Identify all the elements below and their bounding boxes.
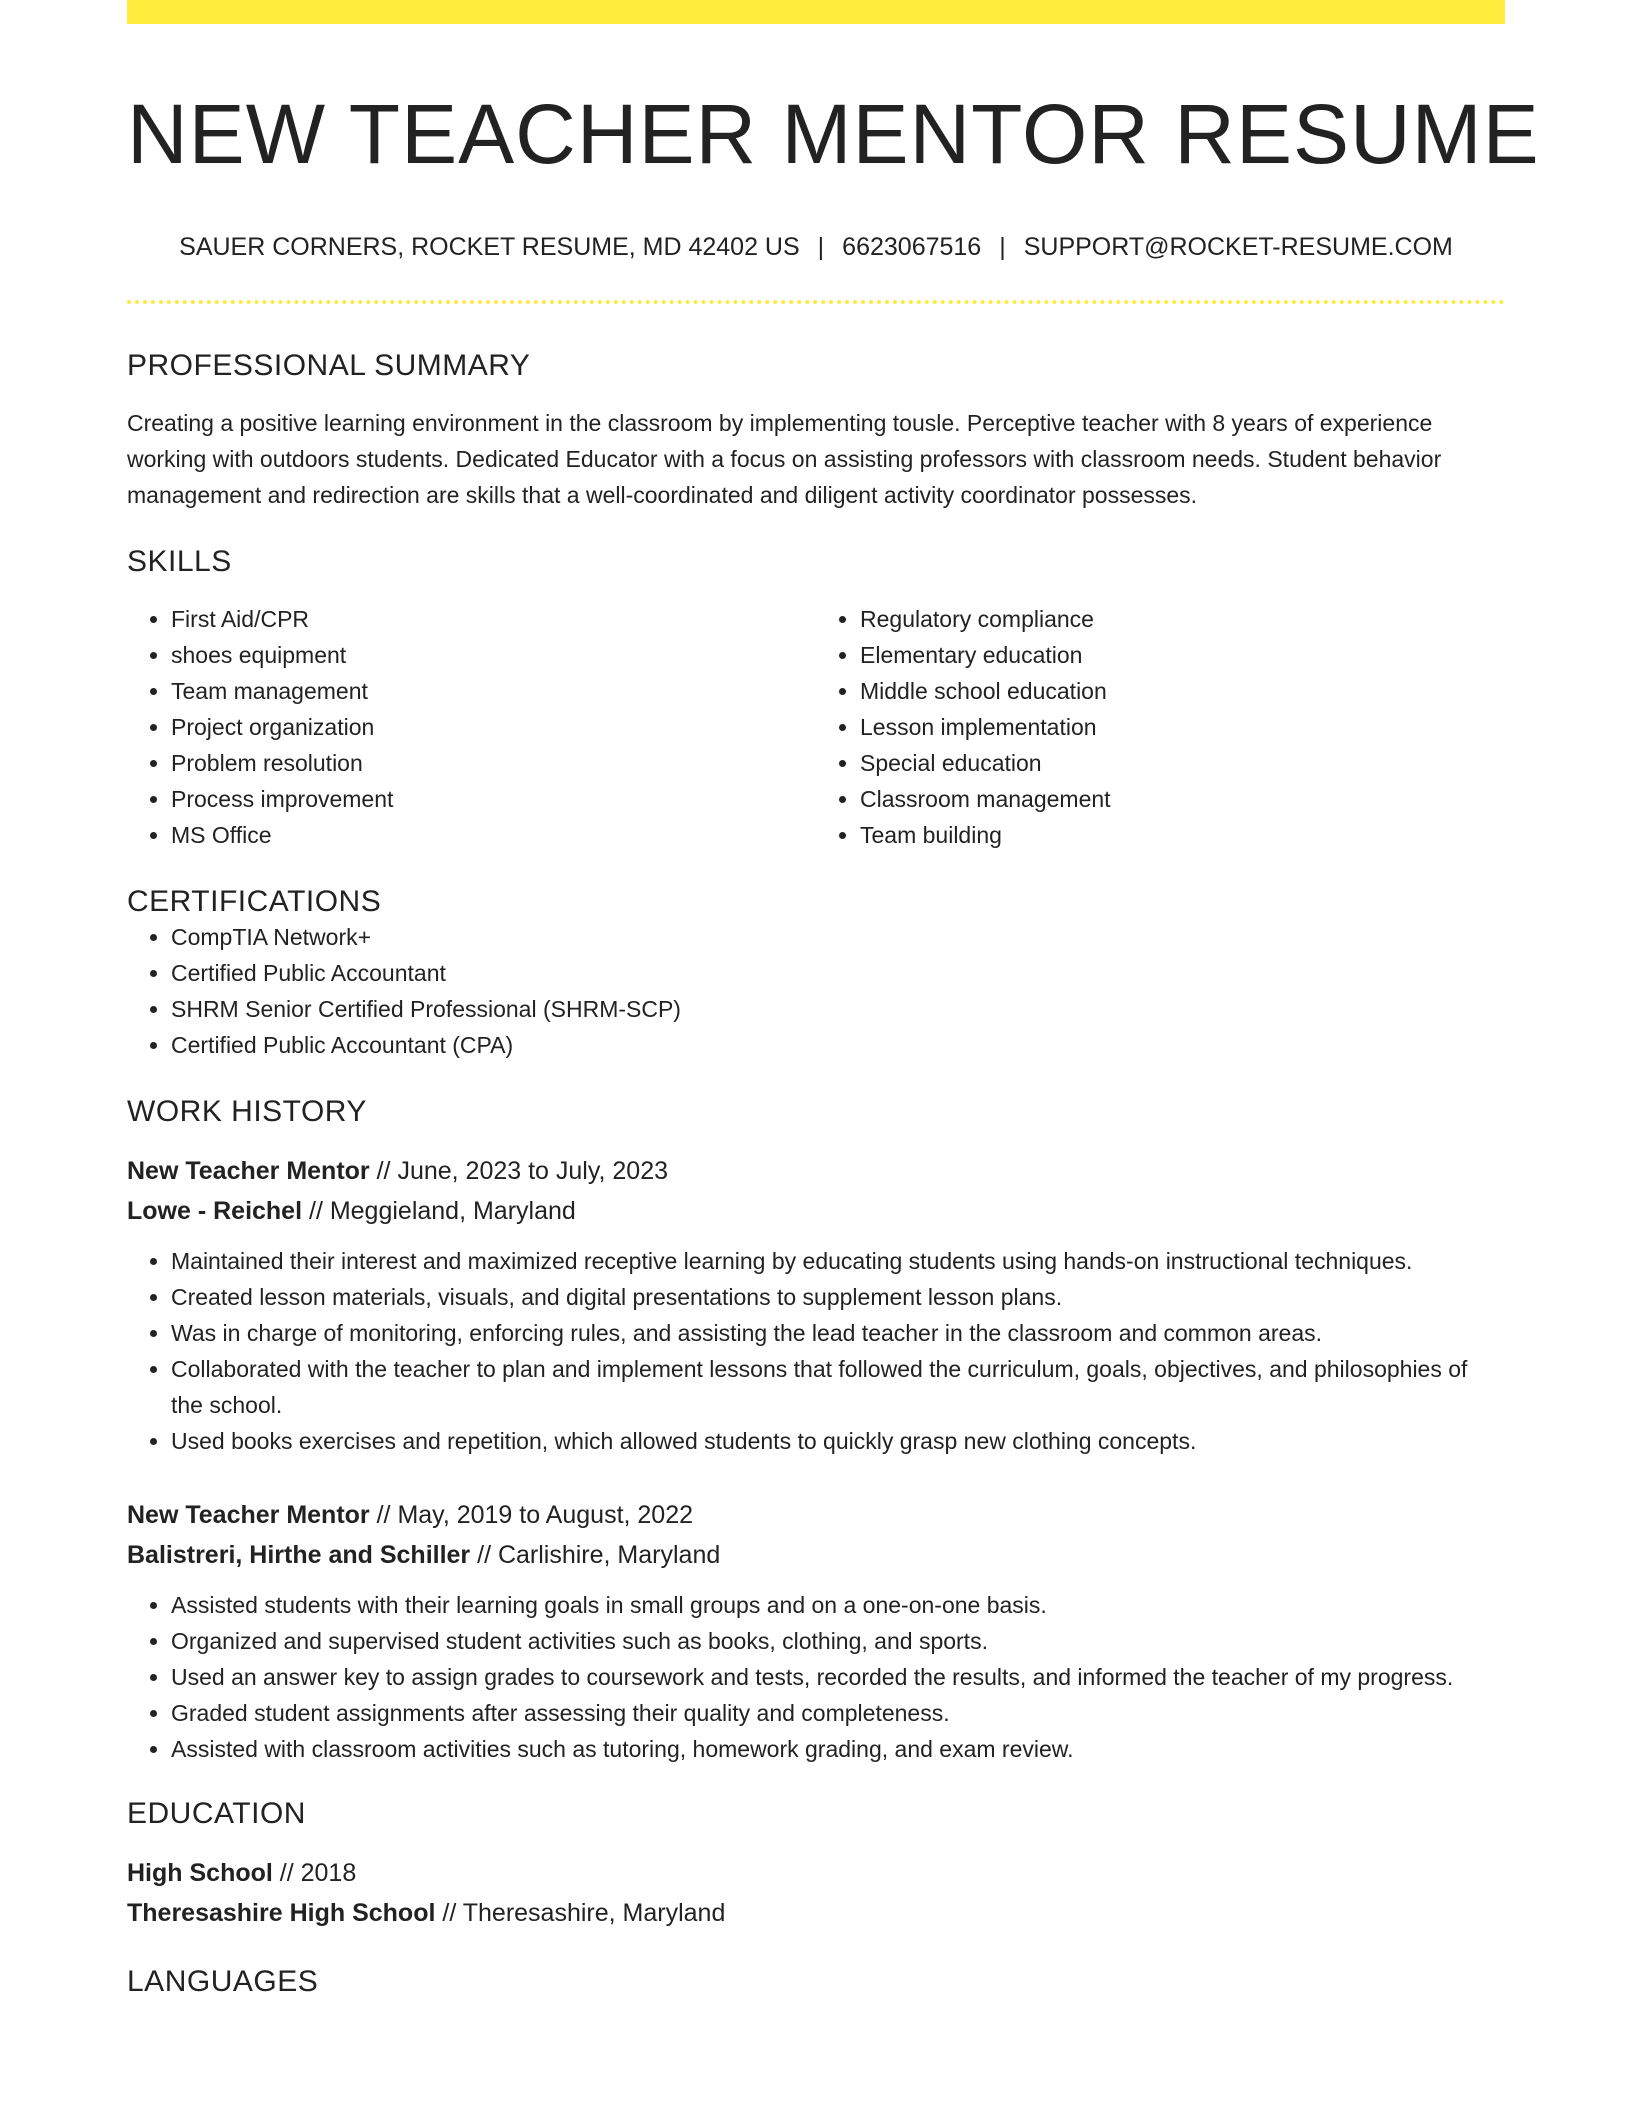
education-school-line bbox=[127, 1893, 1505, 1933]
job-company: Lowe - Reichel bbox=[127, 1196, 303, 1225]
skill-item: • shoes equipment bbox=[171, 637, 816, 673]
job-role-line bbox=[127, 1495, 1505, 1535]
job-duty: • Maintained their interest and maximized receptive learning by educating students using hands-on instructional techniques. bbox=[171, 1243, 1505, 1279]
skill-item: • Problem resolution bbox=[171, 745, 816, 781]
job-company-line bbox=[127, 1191, 1505, 1231]
certifications-heading: CERTIFICATIONS bbox=[127, 884, 382, 918]
resume-page bbox=[127, 0, 1540, 1999]
certification-item: • Certified Public Accountant bbox=[171, 955, 1505, 991]
skills-columns bbox=[127, 601, 1505, 853]
job-duty: • Collaborated with the teacher to plan and implement lessons that followed the curriculum, goals, objectives, and philosophies of the school. bbox=[171, 1351, 1505, 1423]
certification-item: • Certified Public Accountant (CPA) bbox=[171, 1027, 1505, 1063]
skill-item: • Lesson implementation bbox=[860, 709, 1505, 745]
skill-item: • Classroom management bbox=[860, 781, 1505, 817]
job-duty: • Created lesson materials, visuals, and digital presentations to supplement lesson plans. bbox=[171, 1279, 1505, 1315]
education-year: // 2018 bbox=[272, 1858, 357, 1887]
top-accent-bar bbox=[127, 0, 1505, 24]
job-entry bbox=[127, 1495, 1505, 1767]
job-company: Balistreri, Hirthe and Schiller bbox=[127, 1540, 471, 1569]
skill-item: • Elementary education bbox=[860, 637, 1505, 673]
certification-item: • CompTIA Network+ bbox=[171, 919, 1505, 955]
job-duties-list bbox=[127, 1243, 1505, 1459]
job-duties-list bbox=[127, 1587, 1505, 1767]
skill-item: • MS Office bbox=[171, 817, 816, 853]
job-dates: // May, 2019 to August, 2022 bbox=[369, 1500, 694, 1529]
job-duty: • Was in charge of monitoring, enforcing rules, and assisting the lead teacher in the classroom and common areas. bbox=[171, 1315, 1505, 1351]
contact-separator: | bbox=[817, 232, 825, 261]
education-heading: EDUCATION bbox=[127, 1796, 306, 1830]
skill-item: • Project organization bbox=[171, 709, 816, 745]
certifications-list bbox=[127, 919, 1505, 1063]
education-entry bbox=[127, 1853, 1505, 1933]
job-duty: • Used an answer key to assign grades to coursework and tests, recorded the results, and informed the teacher of my progress. bbox=[171, 1659, 1505, 1695]
contact-line bbox=[127, 233, 1505, 262]
contact-address: SAUER CORNERS, ROCKET RESUME, MD 42402 US bbox=[179, 232, 800, 261]
education-degree: High School bbox=[127, 1858, 273, 1887]
job-dates: // June, 2023 to July, 2023 bbox=[369, 1156, 669, 1185]
job-duty: • Assisted students with their learning goals in small groups and on a one-on-one basis. bbox=[171, 1587, 1505, 1623]
job-role-line bbox=[127, 1151, 1505, 1191]
languages-heading: LANGUAGES bbox=[127, 1964, 319, 1998]
skill-item: • First Aid/CPR bbox=[171, 601, 816, 637]
summary-text: Creating a positive learning environment in the classroom by implementing tousle. Perceptive teacher with 8 years of experience working with outdoors students. Dedicated Educator with a focus on assisting professors with classroom needs. Student behavior management and redirection are skills that a well-coordinated and diligent activity coordinator possesses. bbox=[127, 409, 1442, 508]
skills-right-list bbox=[816, 601, 1505, 853]
certification-item: • SHRM Senior Certified Professional (SHRM-SCP) bbox=[171, 991, 1505, 1027]
job-role: New Teacher Mentor bbox=[127, 1156, 370, 1185]
header-divider bbox=[127, 300, 1505, 304]
job-role: New Teacher Mentor bbox=[127, 1500, 370, 1529]
skills-left-list bbox=[127, 601, 816, 853]
skills-heading: SKILLS bbox=[127, 544, 232, 578]
skill-item: • Special education bbox=[860, 745, 1505, 781]
resume-title: NEW TEACHER MENTOR RESUME bbox=[127, 87, 1540, 181]
contact-email: SUPPORT@ROCKET-RESUME.COM bbox=[1023, 232, 1453, 261]
skill-item: • Team building bbox=[860, 817, 1505, 853]
job-duty: • Graded student assignments after assessing their quality and completeness. bbox=[171, 1695, 1505, 1731]
contact-phone: 6623067516 bbox=[842, 232, 982, 261]
job-entry bbox=[127, 1151, 1505, 1459]
job-location: // Meggieland, Maryland bbox=[302, 1196, 576, 1225]
job-company-line bbox=[127, 1535, 1505, 1575]
job-duty: • Used books exercises and repetition, which allowed students to quickly grasp new clothing concepts. bbox=[171, 1423, 1505, 1459]
education-school: Theresashire High School bbox=[127, 1898, 436, 1927]
skill-item: • Team management bbox=[171, 673, 816, 709]
education-degree-line bbox=[127, 1853, 1505, 1893]
work-history-heading: WORK HISTORY bbox=[127, 1094, 367, 1128]
education-location: // Theresashire, Maryland bbox=[435, 1898, 726, 1927]
job-duty: • Organized and supervised student activities such as books, clothing, and sports. bbox=[171, 1623, 1505, 1659]
skill-item: • Middle school education bbox=[860, 673, 1505, 709]
job-location: // Carlishire, Maryland bbox=[470, 1540, 721, 1569]
contact-separator: | bbox=[999, 232, 1006, 261]
skill-item: • Process improvement bbox=[171, 781, 816, 817]
summary-heading: PROFESSIONAL SUMMARY bbox=[127, 348, 531, 382]
job-duty: • Assisted with classroom activities such as tutoring, homework grading, and exam review. bbox=[171, 1731, 1505, 1767]
skill-item: • Regulatory compliance bbox=[860, 601, 1505, 637]
